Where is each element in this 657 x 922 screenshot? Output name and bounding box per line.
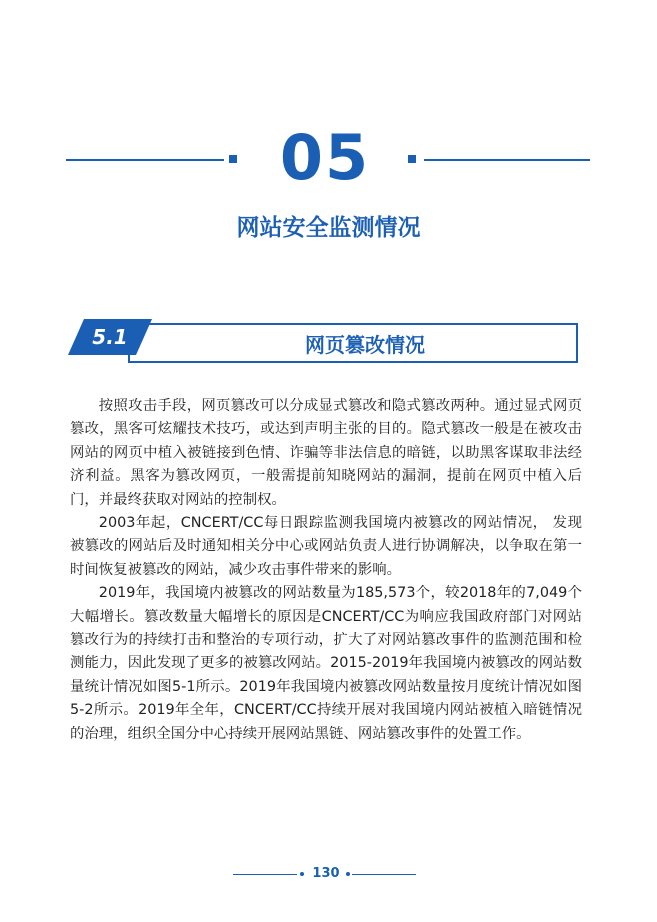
- paragraph: 2019年，我国境内被篡改的网站数量为185,573个，较2018年的7,049个大幅增长。篡改数量大幅增长的原因是CNCERT/CC为响应我国政府部门对网站篡改行为的持续打击和整治的专项行动，扩大了对网站篡改事件的监测范围和检测能力，因此发现了更多的被篡改网站。2015-2019年我国境内被篡改的网站数量统计情况如图5-1所示。2019年我国境内被篡改网站数量按月度统计情况如图5-2所示。2019年全年，CNCERT/CC持续开展对我国境内网站被植入暗链情况的治理，组织全国分中心持续开展网站黑链、网站篡改事件的处置工作。: [70, 585, 582, 742]
- chapter-rule-dot-left: [229, 155, 237, 163]
- chapter-rule-left: [66, 159, 224, 161]
- chapter-rule-right: [424, 159, 590, 161]
- chapter-rule-dot-right: [408, 155, 416, 163]
- body-text: [70, 395, 582, 746]
- chapter-title: 网站安全监测情况: [236, 215, 421, 241]
- section-title: 网页篡改情况: [305, 333, 425, 357]
- footer-rule-left: [233, 874, 297, 875]
- page-number: 130: [312, 866, 340, 881]
- footer-rule-right: [352, 874, 416, 875]
- footer-dot-left: [300, 872, 304, 876]
- chapter-number: 05: [279, 121, 371, 194]
- footer-dot-right: [346, 872, 350, 876]
- paragraph: 2003年起，CNCERT/CC每日跟踪监测我国境内被篡改的网站情况， 发现被篡改的网站后及时通知相关分中心或网站负责人进行协调解决，以争取在第一时间恢复被篡改的网站，减少攻击事件带来的影响。: [70, 515, 582, 578]
- paragraph: 按照攻击手段，网页篡改可以分成显式篡改和隐式篡改两种。通过显式网页篡改，黑客可炫耀技术技巧，或达到声明主张的目的。隐式篡改一般是在被攻击网站的网页中植入被链接到色情、诈骗等非法信息的暗链，以助黑客谋取非法经济利益。黑客为篡改网页，一般需提前知晓网站的漏洞，提前在网页中植入后门，并最终获取对网站的控制权。: [70, 398, 582, 508]
- section-number: 5.1: [92, 325, 128, 349]
